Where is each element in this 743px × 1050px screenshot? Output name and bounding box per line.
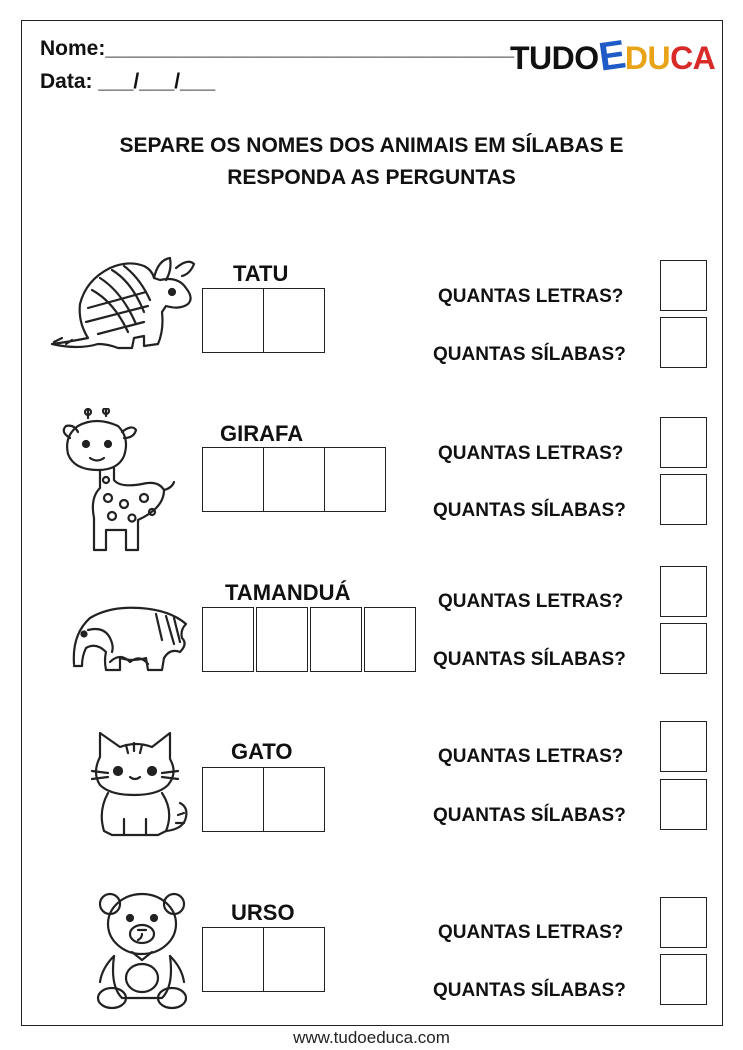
syllables-answer-box[interactable] [660,317,707,368]
giraffe-icon [60,408,180,556]
syllable-boxes [202,607,416,672]
syllables-answer-box[interactable] [660,779,707,830]
syllable-box[interactable] [263,767,325,832]
cat-icon [88,731,192,845]
logo-part-4: CA [670,40,716,76]
logo-part-2: E [595,32,628,80]
syllable-boxes [202,447,386,512]
letters-question: QUANTAS LETRAS? [438,591,624,612]
syllables-question: QUANTAS SÍLABAS? [433,805,626,826]
animal-name-label: URSO [231,900,295,925]
animal-name-label: TATU [233,261,289,286]
syllable-box[interactable] [324,447,386,512]
syllable-boxes [202,927,325,992]
syllable-boxes [202,767,325,832]
anteater-icon [70,604,192,680]
syllable-box[interactable] [263,927,325,992]
animal-name-label: GIRAFA [220,421,304,446]
letters-question: QUANTAS LETRAS? [438,922,624,943]
syllables-question: QUANTAS SÍLABAS? [433,344,626,365]
letters-answer-box[interactable] [660,260,707,311]
letters-answer-box[interactable] [660,897,707,948]
syllables-answer-box[interactable] [660,954,707,1005]
teddy-bear-icon [94,890,190,1012]
syllable-box[interactable] [202,288,264,353]
syllable-box[interactable] [310,607,362,672]
letters-answer-box[interactable] [660,721,707,772]
syllable-box[interactable] [256,607,308,672]
page-title: SEPARE OS NOMES DOS ANIMAIS EM SÍLABAS E RESPONDA AS PERGUNTAS [119,134,624,189]
syllable-box[interactable] [202,767,264,832]
syllables-answer-box[interactable] [660,623,707,674]
animal-name-label: GATO [231,739,293,764]
syllable-box[interactable] [364,607,416,672]
name-field-label: Nome:___________________________________ [40,37,515,60]
syllable-box[interactable] [202,927,264,992]
letters-question: QUANTAS LETRAS? [438,443,624,464]
syllable-box[interactable] [202,447,264,512]
date-field-label: Data: ___/___/___ [40,70,216,93]
syllables-question: QUANTAS SÍLABAS? [433,649,626,670]
syllables-answer-box[interactable] [660,474,707,525]
logo-part-1: TUDO [510,40,599,76]
syllables-question: QUANTAS SÍLABAS? [433,500,626,521]
logo-part-3: DU [624,40,671,76]
syllable-box[interactable] [263,447,325,512]
letters-answer-box[interactable] [660,417,707,468]
armadillo-icon [48,252,198,356]
syllables-question: QUANTAS SÍLABAS? [433,980,626,1001]
animal-name-label: TAMANDUÁ [225,580,351,605]
letters-question: QUANTAS LETRAS? [438,286,624,307]
syllable-box[interactable] [202,607,254,672]
brand-logo [510,34,715,79]
letters-answer-box[interactable] [660,566,707,617]
letters-question: QUANTAS LETRAS? [438,746,624,767]
footer-url: www.tudoeduca.com [293,1028,450,1047]
syllable-box[interactable] [263,288,325,353]
syllable-boxes [202,288,325,353]
